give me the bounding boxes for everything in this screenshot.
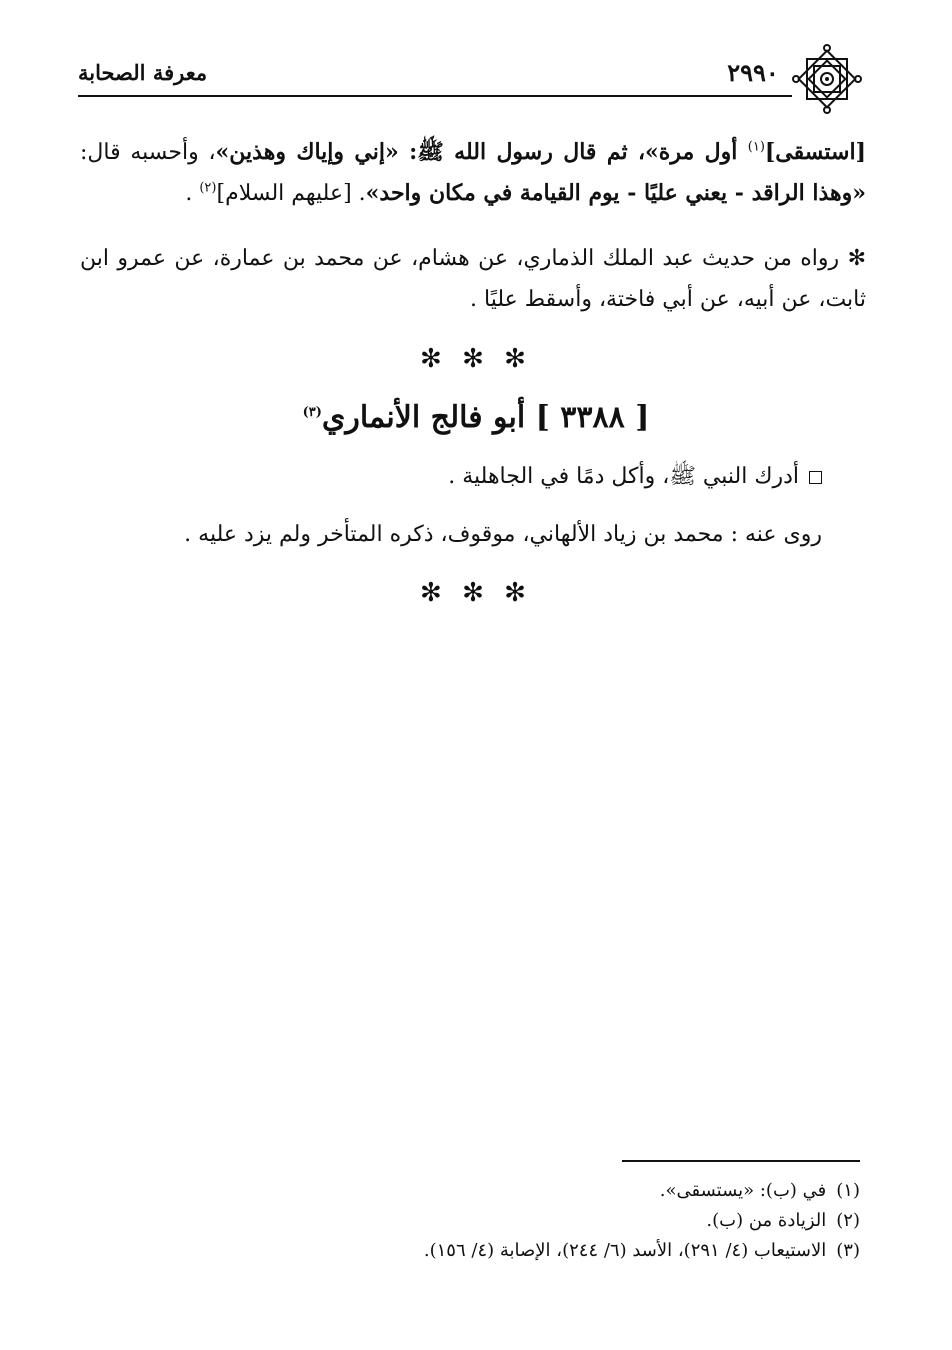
footnote-3: (٣)الاستيعاب (٤/ ٢٩١)، الأسد (٦/ ٢٤٤)، الإصابة (٤/ ١٥٦).: [423, 1240, 860, 1261]
separator-stars-1: ✻ ✻ ✻: [420, 344, 532, 374]
star-ornament-icon: [792, 44, 862, 114]
paragraph-2: [80, 238, 866, 320]
entry-line-1-text: أدرك النبي ﷺ، وأكل دمًا في الجاهلية .: [448, 464, 799, 489]
paragraph-1-part-6: . [عليهم السلام]: [216, 181, 366, 206]
paragraph-1-part-7: .: [185, 181, 200, 206]
footnote-1: (١)في (ب): «يستسقى».: [659, 1180, 860, 1201]
footnote-ref-3: (٣): [302, 405, 322, 420]
paragraph-1-part-2: أول مرة»، ثم قال رسول الله ﷺ:: [398, 139, 748, 165]
paragraph-1-part-4: ، وأحسبه قال:: [80, 140, 216, 165]
header-rule: [78, 95, 792, 97]
entry-title-text: [ ٣٣٨٨ ] أبو فالج الأنماري: [321, 400, 650, 435]
entry-title: [0, 400, 952, 435]
page-number: ٢٩٩٠: [727, 58, 779, 87]
entry-line-1: [80, 462, 822, 494]
hadith-quote-2: «وهذا الراقد - يعني عليًا - يوم القيامة في مكان واحد»: [365, 180, 866, 206]
separator-stars-2: ✻ ✻ ✻: [420, 578, 532, 608]
bracket-word: [استسقى]: [764, 139, 866, 165]
footnote-ref-1: (١): [747, 139, 765, 155]
hadith-quote-1: «إني وإياك وهذين»: [215, 139, 399, 165]
square-bullet-icon: [809, 471, 822, 484]
footnote-ref-2: (٢): [199, 180, 217, 196]
paragraph-2-text: رواه من حديث عبد الملك الذماري، عن هشام، عن محمد بن عمارة، عن عمرو ابن ثابت، عن أبيه، عن أبي فاختة، وأسقط عليًا .: [80, 246, 866, 312]
footnote-rule: [622, 1160, 860, 1162]
entry-line-2: روى عنه : محمد بن زياد الألهاني، موقوف، ذكره المتأخر ولم يزد عليه .: [184, 522, 822, 547]
running-title: معرفة الصحابة: [78, 60, 208, 85]
footnotes: [80, 1176, 860, 1266]
asterisk-icon: ✻: [847, 246, 866, 271]
paragraph-1: [80, 132, 866, 214]
footnote-2: (٢)الزيادة من (ب).: [706, 1210, 860, 1231]
